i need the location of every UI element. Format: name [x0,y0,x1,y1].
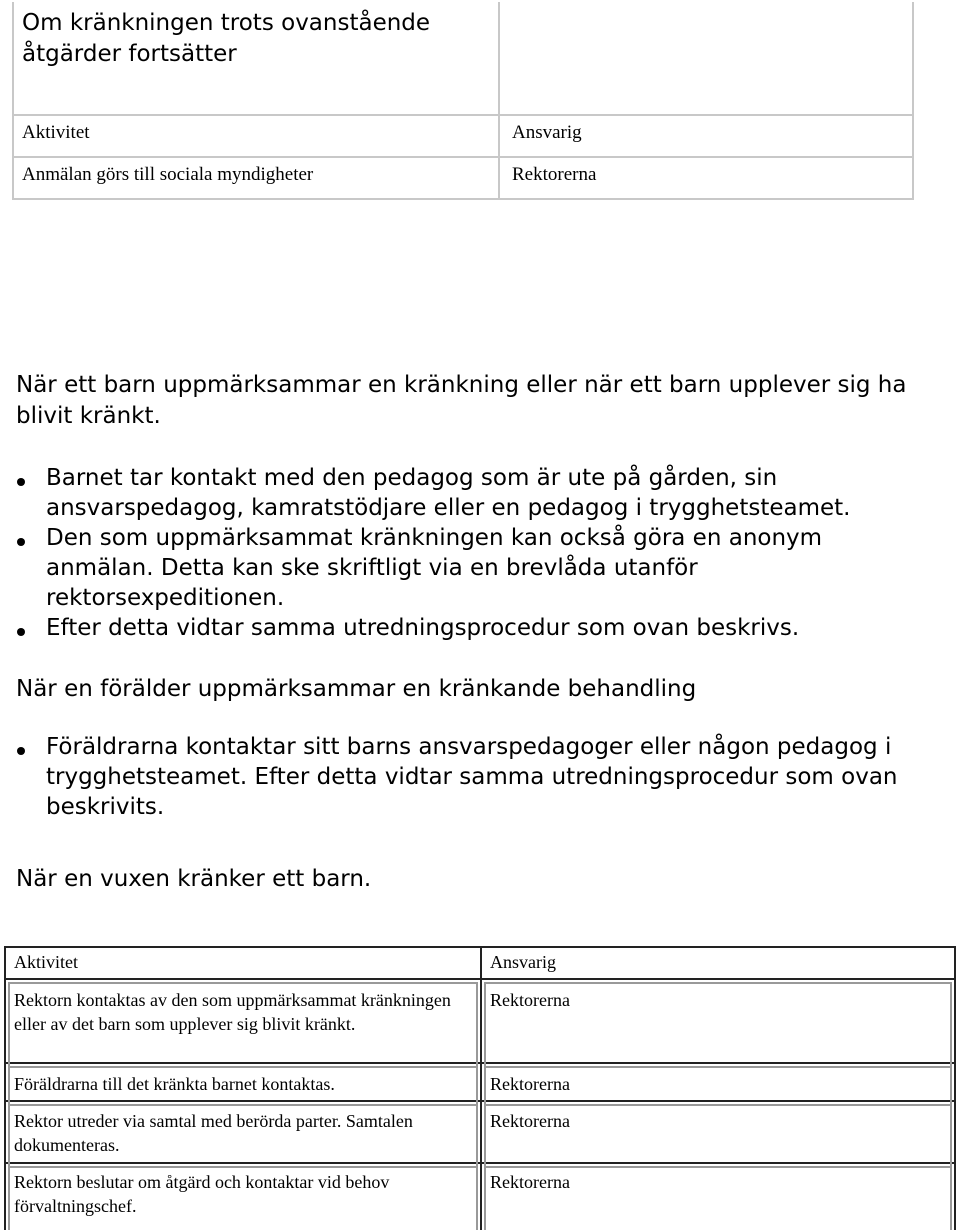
section2-heading: När en förälder uppmärksammar en kränkande behandling [16,676,697,702]
adult-table-header-responsible: Ansvarig [490,952,556,972]
table-rule [8,1166,476,1168]
section1-heading: När ett barn uppmärksammar en kränkning eller när ett barn upplever sig ha blivit kränkt. [16,372,907,429]
escalation-row-responsible: Rektorerna [498,156,914,200]
bullet-dot [17,747,25,755]
table-rule [8,1066,476,1068]
table-rule [480,946,482,1230]
adult-table-row-2-responsible: Rektorerna [490,1074,570,1094]
table-rule [950,982,952,1230]
adult-table-row-4-responsible: Rektorerna [490,1172,570,1192]
section2-bullet-1: Föräldrarna kontaktar sitt barns ansvarspedagoger eller någon pedagog i trygghetsteamet. Efter detta vidtar samma utredningsprocedur som ovan beskrivits. [46,734,898,820]
escalation-header-responsible: Ansvarig [498,114,914,158]
section3-heading: När en vuxen kränker ett barn. [16,866,372,892]
table-rule [484,1104,952,1106]
table-rule [484,1166,952,1168]
adult-table-header-activity: Aktivitet [14,952,78,972]
adult-table-row-1-activity: Rektorn kontaktas av den som uppmärksammat kränkningen eller av det barn som upplever sig blivit kränkt. [14,990,451,1034]
table-rule [8,1104,476,1106]
table-rule [954,946,956,1230]
escalation-table [12,2,914,200]
section1-bullet-3: Efter detta vidtar samma utredningsprocedur som ovan beskrivs. [46,615,800,641]
bullet-dot [17,538,25,546]
bullet-dot [17,478,25,486]
table-rule [484,1066,952,1068]
adult-table-row-2-activity: Föräldrarna till det kränkta barnet kontaktas. [14,1074,335,1094]
escalation-row-activity: Anmälan görs till sociala myndigheter [12,156,500,200]
adult-table-row-3-responsible: Rektorerna [490,1111,570,1131]
table-rule [476,982,478,1230]
adult-offense-table [4,946,956,1230]
table-rule [484,982,486,1230]
adult-table-row-1-responsible: Rektorerna [490,990,570,1010]
table-rule [8,982,10,1230]
escalation-table-title-blank [498,2,914,114]
table-rule [484,982,952,984]
table-rule [8,982,476,984]
escalation-table-title: Om kränkningen trots ovanstående åtgärder fortsätter [12,2,500,114]
section1-bullet-1: Barnet tar kontakt med den pedagog som är ute på gården, sin ansvarspedagog, kamratstödjare eller en pedagog i trygghetsteamet. [46,465,851,521]
adult-table-row-3-activity: Rektor utreder via samtal med berörda parter. Samtalen dokumenteras. [14,1111,413,1155]
section1-bullet-2: Den som uppmärksammat kränkningen kan också göra en anonym anmälan. Detta kan ske skriftligt via en brevlåda utanför rektorsexpeditionen. [46,525,823,611]
escalation-header-activity: Aktivitet [12,114,500,158]
table-rule [4,946,6,1230]
adult-table-row-4-activity: Rektorn beslutar om åtgärd och kontaktar vid behov förvaltningschef. [14,1172,390,1216]
bullet-dot [17,628,25,636]
